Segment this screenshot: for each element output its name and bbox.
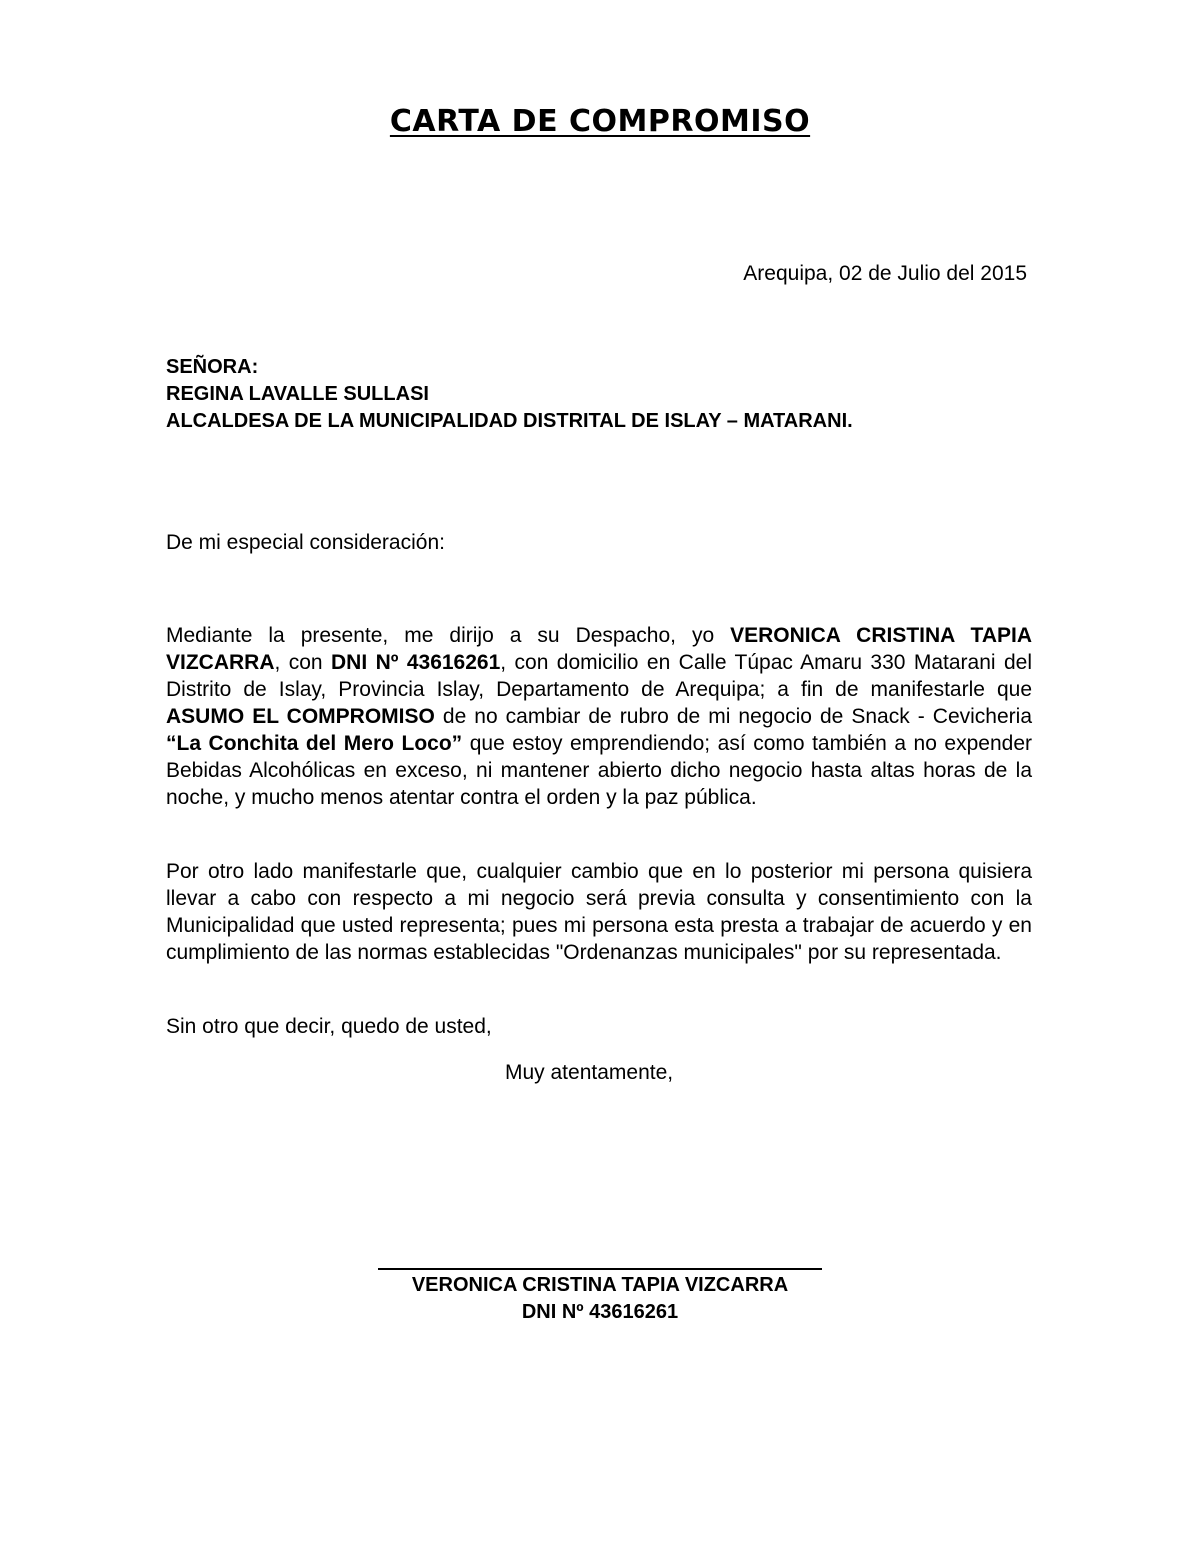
p1-bold-dni: DNI Nº 43616261: [331, 651, 501, 674]
p1-text-4: de no cambiar de rubro de mi negocio de Snack - Cevicheria: [434, 705, 1032, 728]
p1-bold-name: VERONICA CRISTINA TAPIA VIZCARRA: [166, 624, 1032, 674]
body-paragraph-3: Sin otro que decir, quedo de usted,: [166, 1015, 492, 1038]
p1-bold-business-name: “La Conchita del Mero Loco”: [166, 732, 463, 755]
p1-bold-commitment: ASUMO EL COMPROMISO: [166, 705, 435, 728]
signature-dni: DNI Nº 43616261: [521, 1301, 679, 1323]
signature-name: VERONICA CRISTINA TAPIA VIZCARRA: [411, 1274, 789, 1296]
greeting: De mi especial consideración:: [166, 531, 445, 554]
p1-text-3: , con domicilio en Calle Túpac Amaru 330 Matarani del Distrito de Islay, Provincia Islay, Departamento de Arequipa; a fin de manifestarle que: [166, 651, 1032, 701]
closing: Muy atentamente,: [505, 1061, 674, 1084]
recipient-position: ALCALDESA DE LA MUNICIPALIDAD DISTRITAL DE ISLAY – MATARANI.: [166, 410, 853, 432]
document-title: CARTA DE COMPROMISO: [389, 104, 811, 139]
p1-text-2: , con: [274, 651, 332, 674]
body-paragraph-1: [166, 622, 1032, 811]
date-line: Arequipa, 02 de Julio del 2015: [743, 262, 1027, 285]
recipient-salutation: SEÑORA:: [166, 356, 259, 378]
recipient-block: [166, 354, 853, 435]
p1-text-5: que estoy emprendiendo; así como también a no expender Bebidas Alcohólicas en exceso, ni mantener abierto dicho negocio hasta altas horas de la noche, y mucho menos atentar contra el orden y la paz pública.: [166, 732, 1032, 809]
recipient-name: REGINA LAVALLE SULLASI: [166, 383, 429, 405]
p1-text-1: Mediante la presente, me dirijo a su Despacho, yo: [166, 624, 731, 647]
body-paragraph-2: Por otro lado manifestarle que, cualquier cambio que en lo posterior mi persona quisiera llevar a cabo con respecto a mi negocio será previa consulta y consentimiento con la Municipalidad que usted representa; pues mi persona esta presta a trabajar de acuerdo y en cumplimiento de las normas establecidas "Ordenanzas municipales" por su representada.: [166, 860, 1032, 964]
signature-line: [378, 1268, 822, 1270]
